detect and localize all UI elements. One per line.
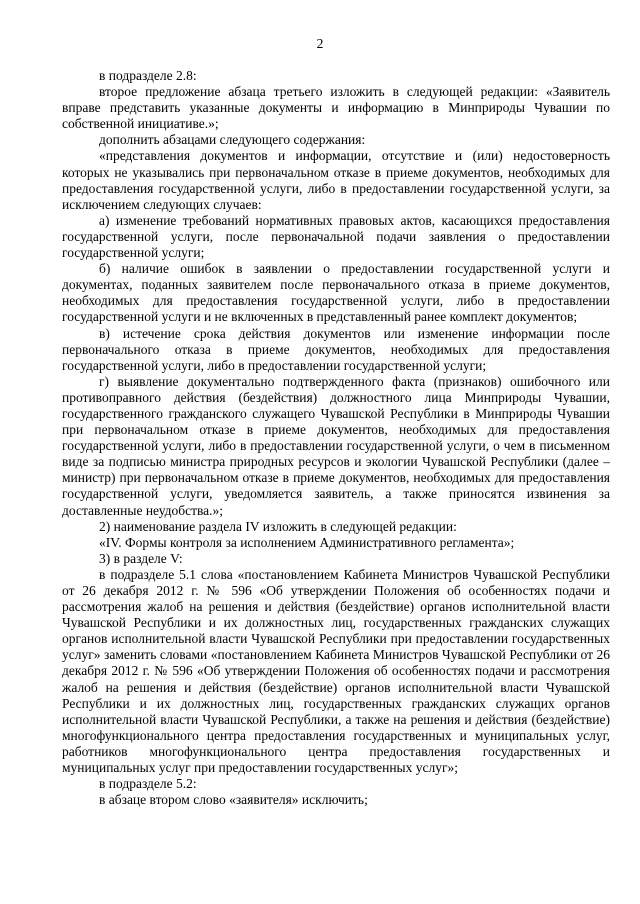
paragraph-item-a: а) изменение требований нормативных правовых актов, касающихся предоставления государственной услуги, после первоначальной подачи заявления о предоставлении государственной услуги;: [62, 212, 610, 261]
paragraph-subsection-2-8: в подразделе 2.8:: [99, 68, 197, 83]
page-number: 2: [316, 36, 324, 51]
paragraph-second-paragraph-word: в абзаце втором слово «заявителя» исключить;: [99, 792, 368, 808]
paragraph-item-b: б) наличие ошибок в заявлении о предоставлении государственной услуги и документах, поданных заявителем после первоначального отказа в приеме документов, необходимых для предоставления государственной услуги, либо в предоставлении государственной услуги и не включенных в представленный ранее комплект документов;: [62, 261, 610, 325]
paragraph-section-iv-new-name: «IV. Формы контроля за исполнением Административного регламента»;: [99, 534, 515, 550]
paragraph-second-sentence: второе предложение абзаца третьего изложить в следующей редакции: «Заявитель вправе представить указанные документы и информацию в Минприроды Чувашии по собственной инициативе.»;: [62, 84, 610, 132]
paragraph-add-paragraphs: дополнить абзацами следующего содержания:: [99, 132, 366, 148]
paragraph-section-v: 3) в разделе V:: [99, 550, 183, 566]
paragraph-item-g: г) выявление документально подтвержденного факта (признаков) ошибочного или противоправного действия (бездействия) должностного лица Минприроды Чувашии, государственного гражданского служащего Чувашской Республики в Минприроды Чувашии при первоначальном отказе в приеме документов, необходимых для предоставления государственной услуги, либо в предоставлении государственной услуги, о чем в письменном виде за подписью министра природных ресурсов и экологии Чувашской Республики (далее – министр) при первоначальном отказе в приеме документов, необходимых для предоставления государственной услуги, уведомляется заявитель, а также приносятся извинения за доставленные неудобства.»;: [62, 373, 610, 518]
paragraph-subsection-5-2: в подразделе 5.2:: [99, 776, 197, 792]
document-body: [62, 68, 610, 808]
paragraph-subsection-5-1: в подразделе 5.1 слова «постановлением Кабинета Министров Чувашской Республики от 26 декабря 2012 г. № 596 «Об утверждении Положения об особенностях подачи и рассмотрения жалоб на решения и действия (бездействие) органов исполнительной власти Чувашской Республики и их должностных лиц, государственных гражданских служащих органов исполнительной власти Чувашской Республики при предоставлении государственных услуг» заменить словами «постановлением Кабинета Министров Чувашской Республики от 26 декабря 2012 г. № 596 «Об утверждении Положения об особенностях подачи и рассмотрения жалоб на решения и действия (бездействие) органов исполнительной власти Чувашской Республики и их должностных лиц, государственных гражданских служащих органов исполнительной власти Чувашской Республики, а также на решения и действия (бездействие) многофункционального центра предоставления государственных и муниципальных услуг, работников многофункционального центра предоставления государственных и муниципальных услуг при предоставлении государственных услуг»;: [62, 566, 610, 776]
paragraph-section-iv-title: 2) наименование раздела IV изложить в следующей редакции:: [99, 518, 457, 534]
paragraph-item-v: в) истечение срока действия документов или изменение информации после первоначального отказа в приеме документов, необходимых для предоставления государственной услуги, либо в предоставлении государственной услуги;: [62, 325, 610, 373]
paragraph-documents-presentation: «представления документов и информации, отсутствие и (или) недостоверность которых не указывались при первоначальном отказе в приеме документов, необходимых для предоставления государственной услуги, либо в предоставлении государственной услуги, за исключением следующих случаев:: [62, 148, 610, 212]
